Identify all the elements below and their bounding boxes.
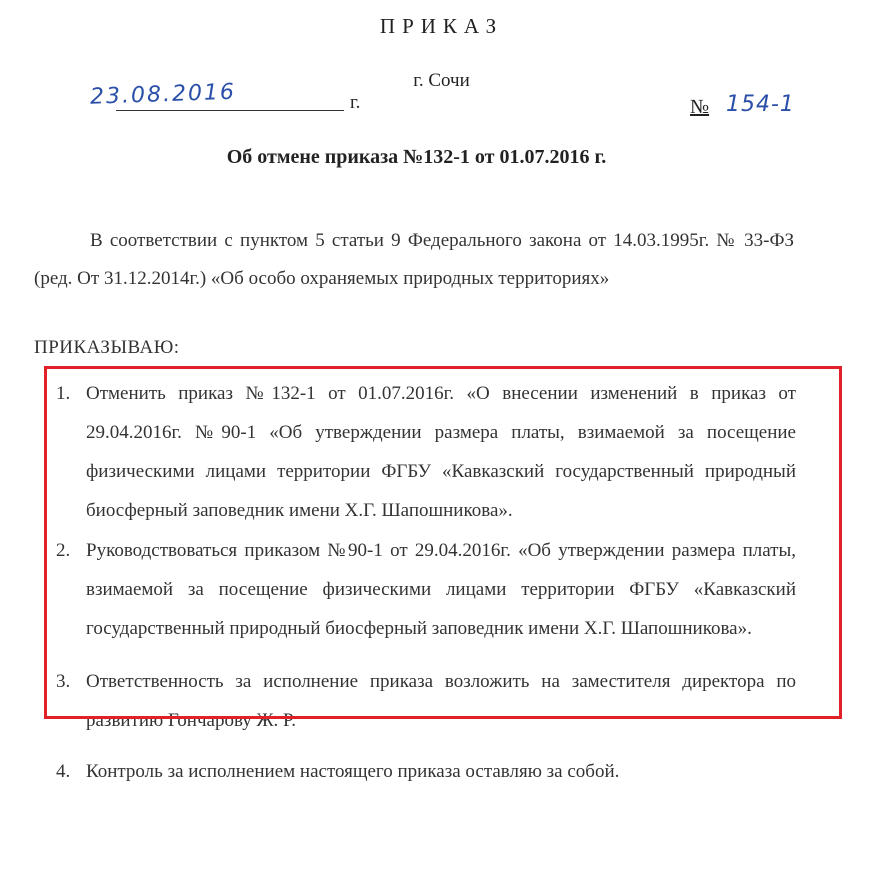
- list-item-text: Ответственность за исполнение приказа возложить на заместителя директора по развитию Гончарову Ж. Р.: [86, 671, 796, 731]
- list-item-text: Руководствоваться приказом №90-1 от 29.04.2016г. «Об утверждении размера платы, взимаемой за посещение физическими лицами территории ФГБУ «Кавказский государственный природный биосферный заповедник имени Х.Г. Шапошникова».: [86, 540, 796, 639]
- order-word: ПРИКАЗЫВАЮ:: [34, 337, 180, 358]
- list-item-text: Контроль за исполнением настоящего приказа оставляю за собой.: [86, 761, 620, 782]
- document-city: г. Сочи: [413, 70, 470, 91]
- number-sign: №: [690, 96, 710, 118]
- document-number: [690, 92, 820, 126]
- list-item-number: 3.: [56, 671, 71, 692]
- list-item-text: Отменить приказ №132-1 от 01.07.2016г. «О внесении изменений в приказ от 29.04.2016г. №90-1 «Об утверждении размера платы, взимаемой за посещение физическими лицами территории ФГБУ «Кавказский государственный природный биосферный заповедник имени Х.Г. Шапошникова».: [86, 383, 796, 521]
- handwritten-date: 23.08.2016: [89, 79, 237, 110]
- list-item-number: 4.: [56, 761, 71, 782]
- handwritten-number: 154-1: [726, 92, 795, 117]
- date-underline: [116, 110, 344, 111]
- list-item-number: 2.: [56, 540, 71, 561]
- date-suffix: г.: [350, 92, 361, 113]
- list-item: [56, 752, 796, 791]
- list-item-number: 1.: [56, 383, 71, 404]
- highlight-box: [44, 366, 842, 719]
- intro-paragraph: В соответствии с пунктом 5 статьи 9 Федерального закона от 14.03.1995г. № 33-ФЗ (ред. От 31.12.2014г.) «Об особо охраняемых природных территориях»: [34, 230, 794, 289]
- document-subject: Об отмене приказа №132-1 от 01.07.2016 г.: [226, 146, 607, 168]
- document-title: ПРИКАЗ: [379, 14, 504, 38]
